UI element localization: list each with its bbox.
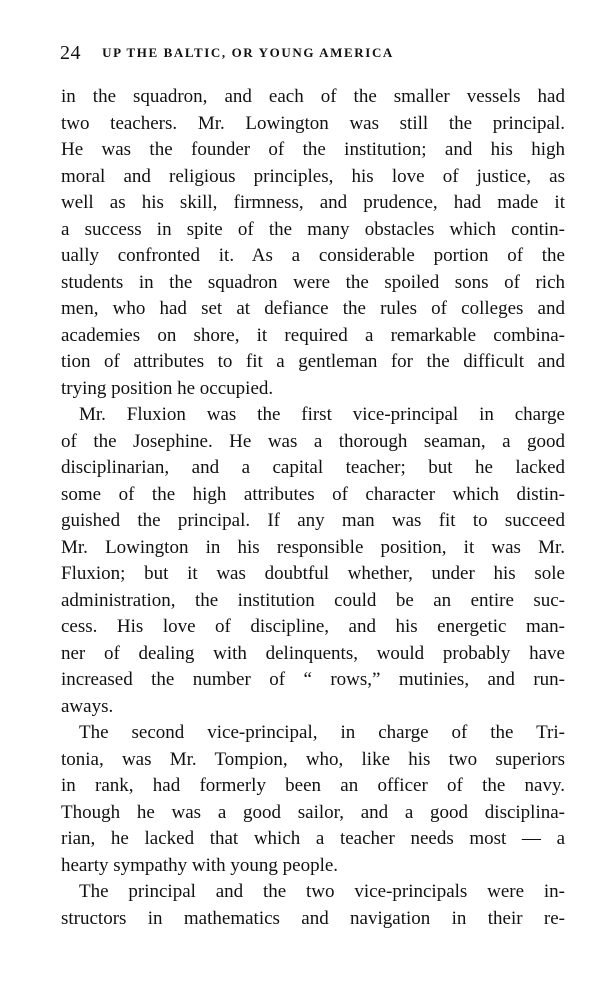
text-line: ner of dealing with delinquents, would probably have bbox=[61, 642, 565, 664]
text-line: a success in spite of the many obstacles which contin- bbox=[61, 218, 565, 240]
text-line: The principal and the two vice-principals were in- bbox=[79, 881, 565, 902]
text-line: The second vice-principal, in charge of the Tri- bbox=[79, 722, 565, 743]
text-line: guished the principal. If any man was fit to succeed bbox=[61, 510, 565, 531]
page-header bbox=[60, 42, 560, 66]
text-line: in rank, had formerly been an officer of the navy. bbox=[61, 775, 565, 796]
text-line: Fluxion; but it was doubtful whether, under his sole bbox=[61, 563, 565, 584]
text-line: of the Josephine. He was a thorough seaman, a good bbox=[61, 430, 565, 452]
text-line: Though he was a good sailor, and a good disciplina- bbox=[61, 801, 565, 823]
text-line: two teachers. Mr. Lowington was still the principal. bbox=[61, 112, 565, 134]
text-line: men, who had set at defiance the rules of colleges and bbox=[61, 298, 565, 319]
text-line: some of the high attributes of character which distin- bbox=[61, 483, 565, 505]
text-line: students in the squadron were the spoiled sons of rich bbox=[61, 271, 565, 293]
text-line: tion of attributes to fit a gentleman for the difficult and bbox=[61, 351, 565, 372]
text-line: ually confronted it. As a considerable portion of the bbox=[61, 245, 565, 266]
text-line: academies on shore, it required a remarkable combina- bbox=[61, 324, 565, 346]
body-text bbox=[61, 84, 565, 932]
text-line: moral and religious principles, his love of justice, as bbox=[61, 165, 565, 187]
text-line: hearty sympathy with young people. bbox=[61, 854, 339, 876]
text-line: Mr. Lowington in his responsible position, it was Mr. bbox=[61, 536, 565, 558]
text-line: tonia, was Mr. Tompion, who, like his two superiors bbox=[61, 748, 565, 770]
text-line: structors in mathematics and navigation in their re- bbox=[61, 907, 565, 929]
text-line: trying position he occupied. bbox=[61, 377, 274, 399]
text-line: cess. His love of discipline, and his energetic man- bbox=[61, 616, 565, 637]
text-line: increased the number of “ rows,” mutinies, and run- bbox=[61, 669, 565, 690]
text-line: aways. bbox=[61, 695, 114, 717]
text-line: administration, the institution could be an entire suc- bbox=[61, 589, 565, 611]
text-line: He was the founder of the institution; and his high bbox=[61, 139, 565, 160]
page-number: 24 bbox=[60, 42, 81, 64]
text-line: rian, he lacked that which a teacher needs most — a bbox=[61, 828, 565, 849]
text-line: well as his skill, firmness, and prudence, had made it bbox=[61, 192, 565, 213]
running-head: UP THE BALTIC, OR YOUNG AMERICA bbox=[102, 45, 394, 60]
text-line: disciplinarian, and a capital teacher; but he lacked bbox=[61, 457, 565, 478]
text-line: Mr. Fluxion was the first vice-principal in charge bbox=[79, 404, 565, 425]
text-line: in the squadron, and each of the smaller vessels had bbox=[61, 86, 565, 107]
